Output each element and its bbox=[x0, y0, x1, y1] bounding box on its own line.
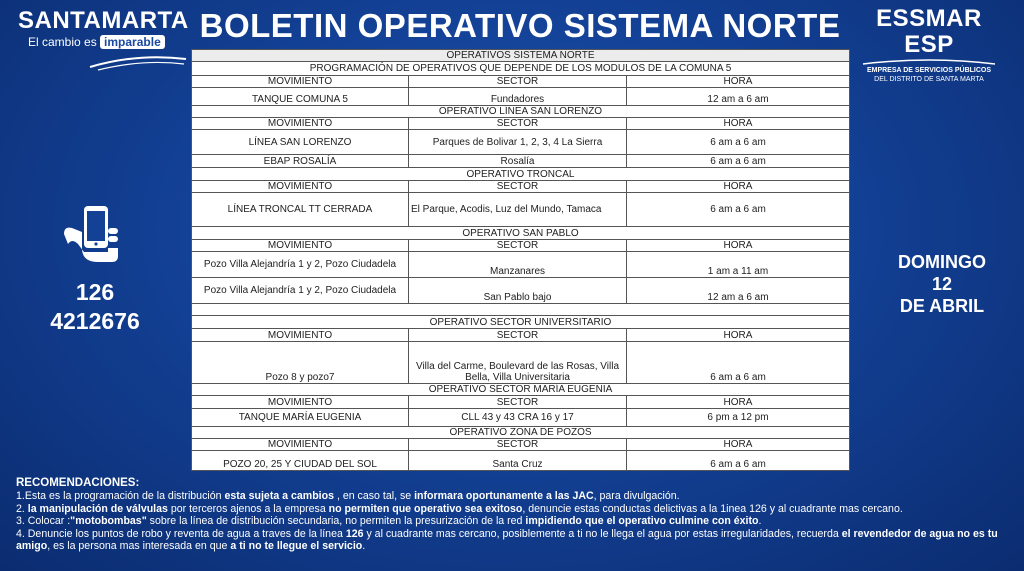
table-row bbox=[192, 278, 850, 304]
header-hora: HORA bbox=[627, 439, 850, 451]
header-movimiento: MOVIMIENTO bbox=[192, 240, 409, 252]
header-row bbox=[192, 240, 850, 252]
cell-sector: Fundadores bbox=[409, 88, 627, 106]
date-number: 12 bbox=[931, 274, 953, 294]
cell-sector: Villa del Carme, Boulevard de las Rosas, Villa Bella, Villa Universitaria bbox=[409, 342, 627, 384]
section-title-row bbox=[192, 62, 850, 76]
recommendation-2 bbox=[16, 503, 1016, 516]
essmar-name: ESSMAR ESP bbox=[876, 5, 982, 58]
santamarta-brand: SANTAMARTA bbox=[18, 7, 189, 34]
cell-hora: 6 am a 6 am bbox=[627, 193, 850, 227]
header-row bbox=[192, 181, 850, 193]
cell-sector: Santa Cruz bbox=[409, 451, 627, 471]
essmar-line2: DEL DISTRITO DE SANTA MARTA bbox=[874, 76, 984, 83]
cell-movimiento: Pozo 8 y pozo7 bbox=[192, 342, 409, 384]
recommendations bbox=[16, 476, 1016, 553]
rec1-bold-d: informara oportunamente a las JAC bbox=[414, 490, 594, 502]
section-title-san-lorenzo: OPERATIVO LÍNEA SAN LORENZO bbox=[192, 106, 850, 118]
rec3-text-e: . bbox=[758, 515, 762, 528]
header-row bbox=[192, 439, 850, 451]
cell-sector: San Pablo bajo bbox=[409, 278, 627, 304]
section-title-troncal: OPERATIVO TRONCAL bbox=[192, 168, 850, 181]
rec2-text-a: 2. bbox=[16, 502, 28, 515]
section-title-row bbox=[192, 427, 850, 439]
cell-hora: 6 am a 6 am bbox=[627, 155, 850, 168]
cell-sector: Rosalía bbox=[409, 155, 627, 168]
header-sector: SECTOR bbox=[409, 118, 627, 130]
swoosh-icon bbox=[88, 51, 188, 71]
cell-movimiento: POZO 20, 25 Y CIUDAD DEL SOL bbox=[192, 451, 409, 471]
table-row bbox=[192, 252, 850, 278]
table-row bbox=[192, 88, 850, 106]
essmar-line1: EMPRESA DE SERVICIOS PÚBLICOS bbox=[866, 67, 992, 74]
header-sector: SECTOR bbox=[409, 396, 627, 409]
rec2-text-e: , denuncie estas conductas delictivas a la 1inea 126 y al cuadrante mas cercano. bbox=[522, 502, 903, 515]
cell-movimiento: TANQUE COMUNA 5 bbox=[192, 88, 409, 106]
section-title-row bbox=[192, 106, 850, 118]
header-sector: SECTOR bbox=[409, 439, 627, 451]
recommendation-3 bbox=[16, 515, 1016, 528]
section-title-maria-eugenia: OPERATIVO SECTOR MARÍA EUGENIA bbox=[192, 384, 850, 396]
rec3-text-c: sobre la línea de distribución secundaria, no permiten la presurización de la red bbox=[146, 515, 526, 528]
header-hora: HORA bbox=[627, 329, 850, 342]
header-sector: SECTOR bbox=[409, 181, 627, 193]
header-movimiento: MOVIMIENTO bbox=[192, 118, 409, 130]
rec1-bold-b: esta sujeta a cambios bbox=[224, 490, 334, 502]
essmar-logo bbox=[854, 6, 1004, 84]
rec1-text-a: 1.Esta es la programación de la distribución bbox=[16, 490, 225, 502]
date-day: DOMINGO bbox=[898, 252, 986, 272]
table-title: OPERATIVOS SISTEMA NORTE bbox=[192, 50, 850, 62]
cell-hora: 12 am a 6 am bbox=[627, 278, 850, 304]
table-row bbox=[192, 409, 850, 427]
section-title-row bbox=[192, 384, 850, 396]
phone-in-hand-icon bbox=[58, 204, 128, 264]
header-sector: SECTOR bbox=[409, 240, 627, 252]
header-row bbox=[192, 396, 850, 409]
header-movimiento: MOVIMIENTO bbox=[192, 396, 409, 409]
header-sector: SECTOR bbox=[409, 76, 627, 88]
operations-table bbox=[191, 49, 850, 471]
rec4-text-g: . bbox=[362, 540, 366, 553]
cell-hora: 6 am a 6 am bbox=[627, 130, 850, 155]
header-hora: HORA bbox=[627, 240, 850, 252]
recommendation-1 bbox=[16, 490, 1016, 503]
header-row bbox=[192, 76, 850, 88]
tagline-prefix: El cambio es bbox=[28, 35, 97, 49]
cell-movimiento: LÍNEA SAN LORENZO bbox=[192, 130, 409, 155]
cell-sector: El Parque, Acodis, Luz del Mundo, Tamaca bbox=[409, 193, 627, 227]
cell-hora: 6 am a 6 am bbox=[627, 342, 850, 384]
spacer-row bbox=[192, 304, 850, 316]
cell-movimiento: TANQUE MARÍA EUGENIA bbox=[192, 409, 409, 427]
section-title-pozos: OPERATIVO ZONA DE POZOS bbox=[192, 427, 850, 439]
header-sector: SECTOR bbox=[409, 329, 627, 342]
table-row bbox=[192, 451, 850, 471]
rec3-bold-b: "motobombas" bbox=[70, 515, 147, 528]
cell-movimiento: LÍNEA TRONCAL TT CERRADA bbox=[192, 193, 409, 227]
cell-hora: 12 am a 6 am bbox=[627, 88, 850, 106]
recommendations-title: RECOMENDACIONES: bbox=[16, 477, 140, 489]
tagline-boxed: imparable bbox=[100, 35, 165, 49]
header-movimiento: MOVIMIENTO bbox=[192, 76, 409, 88]
header-hora: HORA bbox=[627, 181, 850, 193]
rec2-bold-d: no permiten que operativo sea exitoso bbox=[328, 502, 523, 515]
table-row bbox=[192, 342, 850, 384]
rec4-bold-b: 126 bbox=[345, 527, 364, 540]
cell-hora: 6 pm a 12 pm bbox=[627, 409, 850, 427]
santamarta-logo bbox=[18, 8, 188, 68]
rec3-text-a: 3. Colocar : bbox=[16, 515, 71, 528]
rec3-bold-d: impidiendo que el operativo culmine con éxito bbox=[525, 515, 759, 528]
cell-sector: CLL 43 y 43 CRA 16 y 17 bbox=[409, 409, 627, 427]
table-row bbox=[192, 130, 850, 155]
spacer-cell bbox=[192, 304, 850, 316]
cell-hora: 1 am a 11 am bbox=[627, 252, 850, 278]
rec4-text-e: , es la persona mas interesada en que bbox=[47, 540, 231, 553]
table-row bbox=[192, 155, 850, 168]
date-month: DE ABRIL bbox=[899, 296, 985, 316]
page-title: BOLETIN OPERATIVO SISTEMA NORTE bbox=[199, 7, 841, 44]
cell-movimiento: EBAP ROSALÍA bbox=[192, 155, 409, 168]
rec1-text-e: , para divulgación. bbox=[593, 490, 680, 502]
section-title-universitario: OPERATIVO SECTOR UNIVERSITARIO bbox=[192, 316, 850, 329]
recommendation-4 bbox=[16, 528, 1016, 553]
phone-number-long: 4212676 bbox=[50, 308, 140, 334]
date-block bbox=[882, 251, 1002, 317]
section-title-comuna5: PROGRAMACIÓN DE OPERATIVOS QUE DEPENDE DE LOS MODULOS DE LA COMUNA 5 bbox=[192, 62, 850, 76]
wave-icon bbox=[859, 58, 999, 66]
header-movimiento: MOVIMIENTO bbox=[192, 439, 409, 451]
rec1-text-c: , en caso tal, se bbox=[334, 490, 415, 502]
table-row bbox=[192, 193, 850, 227]
header-row bbox=[192, 118, 850, 130]
rec4-text-c: y al cuadrante mas cercano, posiblemente a ti no le llega el agua por estas irregularidades, recuerda bbox=[363, 527, 842, 540]
rec4-bold-f: a ti no te llegue el servicio bbox=[230, 540, 363, 553]
rec4-bold-d: el revendedor de agua no es tu amigo bbox=[16, 527, 998, 553]
santamarta-tagline bbox=[28, 34, 188, 50]
cell-hora: 6 am a 6 am bbox=[627, 451, 850, 471]
header-hora: HORA bbox=[627, 118, 850, 130]
section-title-row bbox=[192, 316, 850, 329]
table-title-row bbox=[192, 50, 850, 62]
cell-movimiento: Pozo Villa Alejandría 1 y 2, Pozo Ciudadela bbox=[192, 252, 409, 278]
cell-sector: Parques de Bolivar 1, 2, 3, 4 La Sierra bbox=[409, 130, 627, 155]
header-hora: HORA bbox=[627, 396, 850, 409]
rec2-bold-b: la manipulación de válvulas bbox=[27, 502, 168, 515]
rec2-text-c: por terceros ajenos a la empresa bbox=[167, 502, 329, 515]
header-hora: HORA bbox=[627, 76, 850, 88]
cell-sector: Manzanares bbox=[409, 252, 627, 278]
cell-movimiento: Pozo Villa Alejandría 1 y 2, Pozo Ciudadela bbox=[192, 278, 409, 304]
section-title-row bbox=[192, 168, 850, 181]
rec4-text-a: 4. Denuncie los puntos de robo y reventa de agua a traves de la línea bbox=[16, 527, 346, 540]
section-title-row bbox=[192, 227, 850, 240]
section-title-san-pablo: OPERATIVO SAN PABLO bbox=[192, 227, 850, 240]
header-row bbox=[192, 329, 850, 342]
phone-number-short: 126 bbox=[75, 279, 115, 305]
header-movimiento: MOVIMIENTO bbox=[192, 329, 409, 342]
header-movimiento: MOVIMIENTO bbox=[192, 181, 409, 193]
